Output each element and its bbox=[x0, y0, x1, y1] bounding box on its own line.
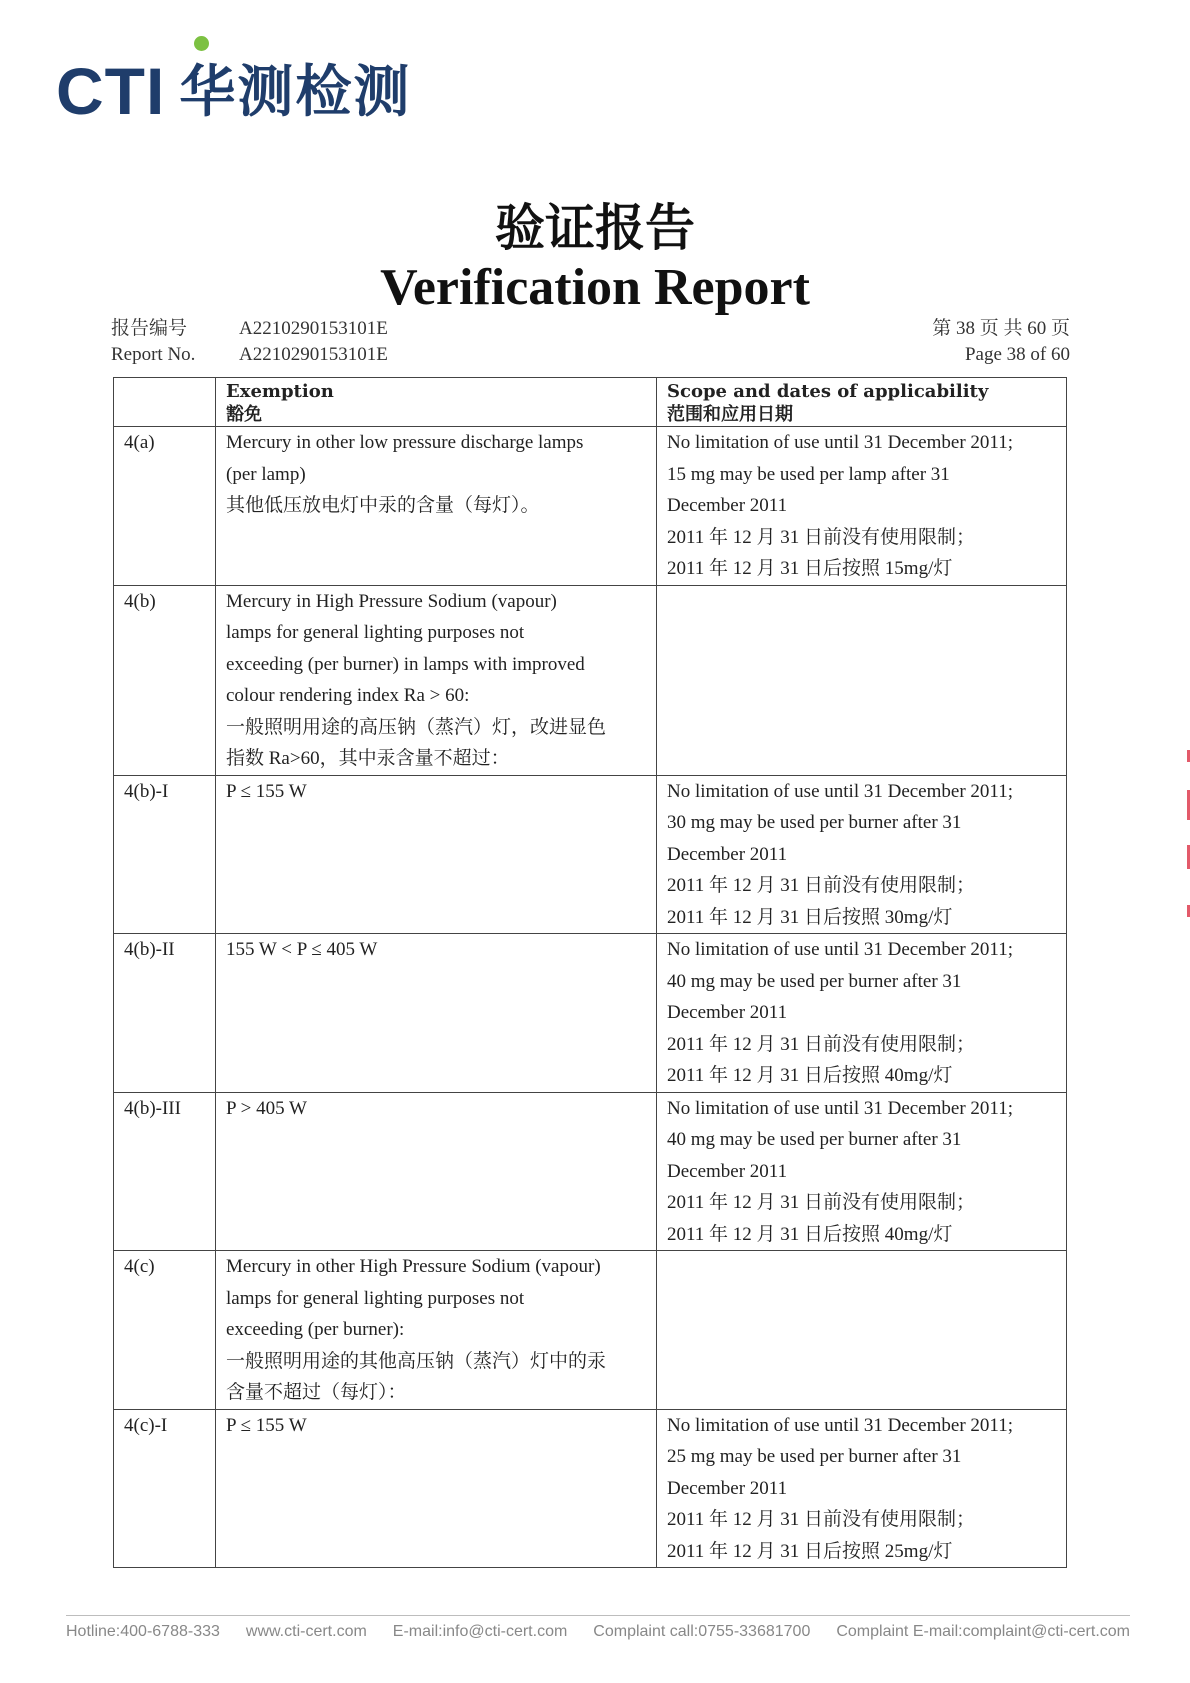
scope-line: No limitation of use until 31 December 2011; bbox=[667, 1097, 1013, 1119]
exemption-line: exceeding (per burner): bbox=[226, 1319, 405, 1340]
exemption-line: Mercury in other High Pressure Sodium (vapour) bbox=[226, 1256, 601, 1277]
logo-dot-icon bbox=[194, 36, 209, 51]
scope-line: December 2011 bbox=[667, 1477, 788, 1499]
exemption-line: P ≤ 155 W bbox=[226, 780, 307, 802]
row-exemption-cell bbox=[216, 934, 657, 1093]
scope-line: 2011 年 12 月 31 日后按照 25mg/灯 bbox=[667, 1540, 953, 1562]
row-id-cell: 4(b)-II bbox=[114, 934, 216, 1093]
exemption-line: 一般照明用途的高压钠（蒸汽）灯，改进显色 bbox=[226, 716, 607, 738]
scope-line: No limitation of use until 31 December 2011; bbox=[667, 939, 1013, 960]
header-id-cell bbox=[114, 378, 216, 427]
footer-complaint-call: Complaint call:0755-33681700 bbox=[593, 1623, 811, 1640]
scope-line: 2011 年 12 月 31 日后按照 40mg/灯 bbox=[667, 1065, 953, 1086]
table-row bbox=[114, 775, 1067, 934]
scope-line: 2011 年 12 月 31 日前没有使用限制； bbox=[667, 875, 976, 896]
scope-line: 30 mg may be used per burner after 31 bbox=[667, 812, 962, 833]
row-scope-cell bbox=[657, 1409, 1067, 1568]
header-scope-en: Scope and dates of applicability bbox=[667, 381, 989, 402]
report-number-en: A2210290153101E bbox=[239, 344, 388, 365]
header-exemption-cn: 豁免 bbox=[226, 404, 262, 425]
scope-line: No limitation of use until 31 December 2011; bbox=[667, 780, 1013, 802]
row-exemption-cell bbox=[216, 427, 657, 586]
page-number-cn: 第 38 页 共 60 页 bbox=[932, 318, 1070, 339]
report-number-label-en: Report No. bbox=[111, 344, 196, 365]
scope-line: 15 mg may be used per lamp after 31 bbox=[667, 463, 950, 485]
scope-line: 2011 年 12 月 31 日前没有使用限制； bbox=[667, 1192, 976, 1213]
exemption-line: 含量不超过（每灯）： bbox=[226, 1382, 407, 1403]
table-row bbox=[114, 427, 1067, 586]
footer-complaint-email: Complaint E-mail:complaint@cti-cert.com bbox=[836, 1623, 1130, 1640]
exemption-line: 其他低压放电灯中汞的含量（每灯）。 bbox=[226, 495, 540, 516]
scope-line: No limitation of use until 31 December 2011; bbox=[667, 1414, 1013, 1436]
header-exemption-cell bbox=[216, 378, 657, 427]
scope-line: 2011 年 12 月 31 日前没有使用限制； bbox=[667, 1509, 976, 1530]
footer-divider bbox=[66, 1615, 1130, 1616]
footer-website: www.cti-cert.com bbox=[245, 1623, 367, 1640]
scope-line: 25 mg may be used per burner after 31 bbox=[667, 1446, 962, 1467]
table-row bbox=[114, 1092, 1067, 1251]
exemption-line: lamps for general lighting purposes not bbox=[226, 1287, 525, 1309]
exemption-line: lamps for general lighting purposes not bbox=[226, 622, 525, 643]
row-id-cell: 4(c) bbox=[114, 1251, 216, 1410]
logo-chinese-text: 华测检测 bbox=[179, 60, 412, 125]
scope-line: 40 mg may be used per burner after 31 bbox=[667, 970, 962, 992]
exemption-line: 155 W < P ≤ 405 W bbox=[226, 939, 378, 960]
exemption-table bbox=[113, 377, 1067, 1568]
row-exemption-cell bbox=[216, 1092, 657, 1251]
footer-email: E-mail:info@cti-cert.com bbox=[392, 1623, 568, 1640]
header-exemption-en: Exemption bbox=[226, 381, 334, 402]
exemption-line: (per lamp) bbox=[226, 463, 306, 485]
row-id-cell: 4(b) bbox=[114, 585, 216, 775]
header-scope-cell bbox=[657, 378, 1067, 427]
scope-line: 2011 年 12 月 31 日后按照 15mg/灯 bbox=[667, 558, 953, 579]
row-id-cell: 4(b)-I bbox=[114, 775, 216, 934]
row-scope-cell bbox=[657, 427, 1067, 586]
row-exemption-cell bbox=[216, 585, 657, 775]
report-number-block bbox=[111, 316, 388, 368]
header-scope-cn: 范围和应用日期 bbox=[667, 404, 793, 425]
scope-line: December 2011 bbox=[667, 1002, 788, 1023]
row-scope-cell bbox=[657, 1092, 1067, 1251]
row-id-cell: 4(c)-I bbox=[114, 1409, 216, 1568]
row-scope-cell bbox=[657, 775, 1067, 934]
scope-line: 2011 年 12 月 31 日前没有使用限制； bbox=[667, 526, 976, 548]
row-exemption-cell bbox=[216, 1409, 657, 1568]
row-exemption-cell bbox=[216, 775, 657, 934]
scope-line: 2011 年 12 月 31 日后按照 40mg/灯 bbox=[667, 1223, 953, 1245]
row-id-cell: 4(a) bbox=[114, 427, 216, 586]
page-footer bbox=[66, 1623, 1130, 1641]
report-number-label-cn: 报告编号 bbox=[111, 318, 188, 339]
report-title-en: Verification Report bbox=[380, 259, 810, 316]
exemption-line: Mercury in High Pressure Sodium (vapour) bbox=[226, 590, 557, 612]
row-scope-cell bbox=[657, 934, 1067, 1093]
row-scope-cell bbox=[657, 1251, 1067, 1410]
row-scope-cell bbox=[657, 585, 1067, 775]
report-number-cn: A2210290153101E bbox=[239, 318, 388, 339]
scope-line: December 2011 bbox=[667, 1160, 788, 1182]
logo-latin-text: CTI bbox=[56, 54, 166, 128]
scope-line: 2011 年 12 月 31 日前没有使用限制； bbox=[667, 1033, 976, 1055]
exemption-line: 指数 Ra>60，其中汞含量不超过： bbox=[226, 748, 510, 769]
report-title-cn: 验证报告 bbox=[495, 198, 695, 257]
scope-line: December 2011 bbox=[667, 843, 788, 865]
exemption-line: exceeding (per burner) in lamps with improved bbox=[226, 653, 585, 675]
row-id-cell: 4(b)-III bbox=[114, 1092, 216, 1251]
exemption-line: P ≤ 155 W bbox=[226, 1414, 307, 1436]
footer-hotline: Hotline:400-6788-333 bbox=[66, 1623, 220, 1640]
exemption-line: 一般照明用途的其他高压钠（蒸汽）灯中的汞 bbox=[226, 1350, 607, 1372]
scope-line: December 2011 bbox=[667, 495, 788, 516]
table-row bbox=[114, 1251, 1067, 1410]
table-row bbox=[114, 585, 1067, 775]
page-number-en: Page 38 of 60 bbox=[964, 344, 1070, 365]
scope-line: No limitation of use until 31 December 2011; bbox=[667, 432, 1013, 453]
table-row bbox=[114, 1409, 1067, 1568]
table-header-row bbox=[114, 378, 1067, 427]
exemption-line: Mercury in other low pressure discharge lamps bbox=[226, 432, 584, 453]
table-row bbox=[114, 934, 1067, 1093]
row-exemption-cell bbox=[216, 1251, 657, 1410]
scope-line: 2011 年 12 月 31 日后按照 30mg/灯 bbox=[667, 906, 953, 928]
page-number-block bbox=[932, 316, 1070, 368]
scope-line: 40 mg may be used per burner after 31 bbox=[667, 1129, 962, 1150]
exemption-line: P > 405 W bbox=[226, 1097, 307, 1119]
company-logo bbox=[56, 44, 412, 128]
exemption-line: colour rendering index Ra > 60: bbox=[226, 685, 470, 706]
